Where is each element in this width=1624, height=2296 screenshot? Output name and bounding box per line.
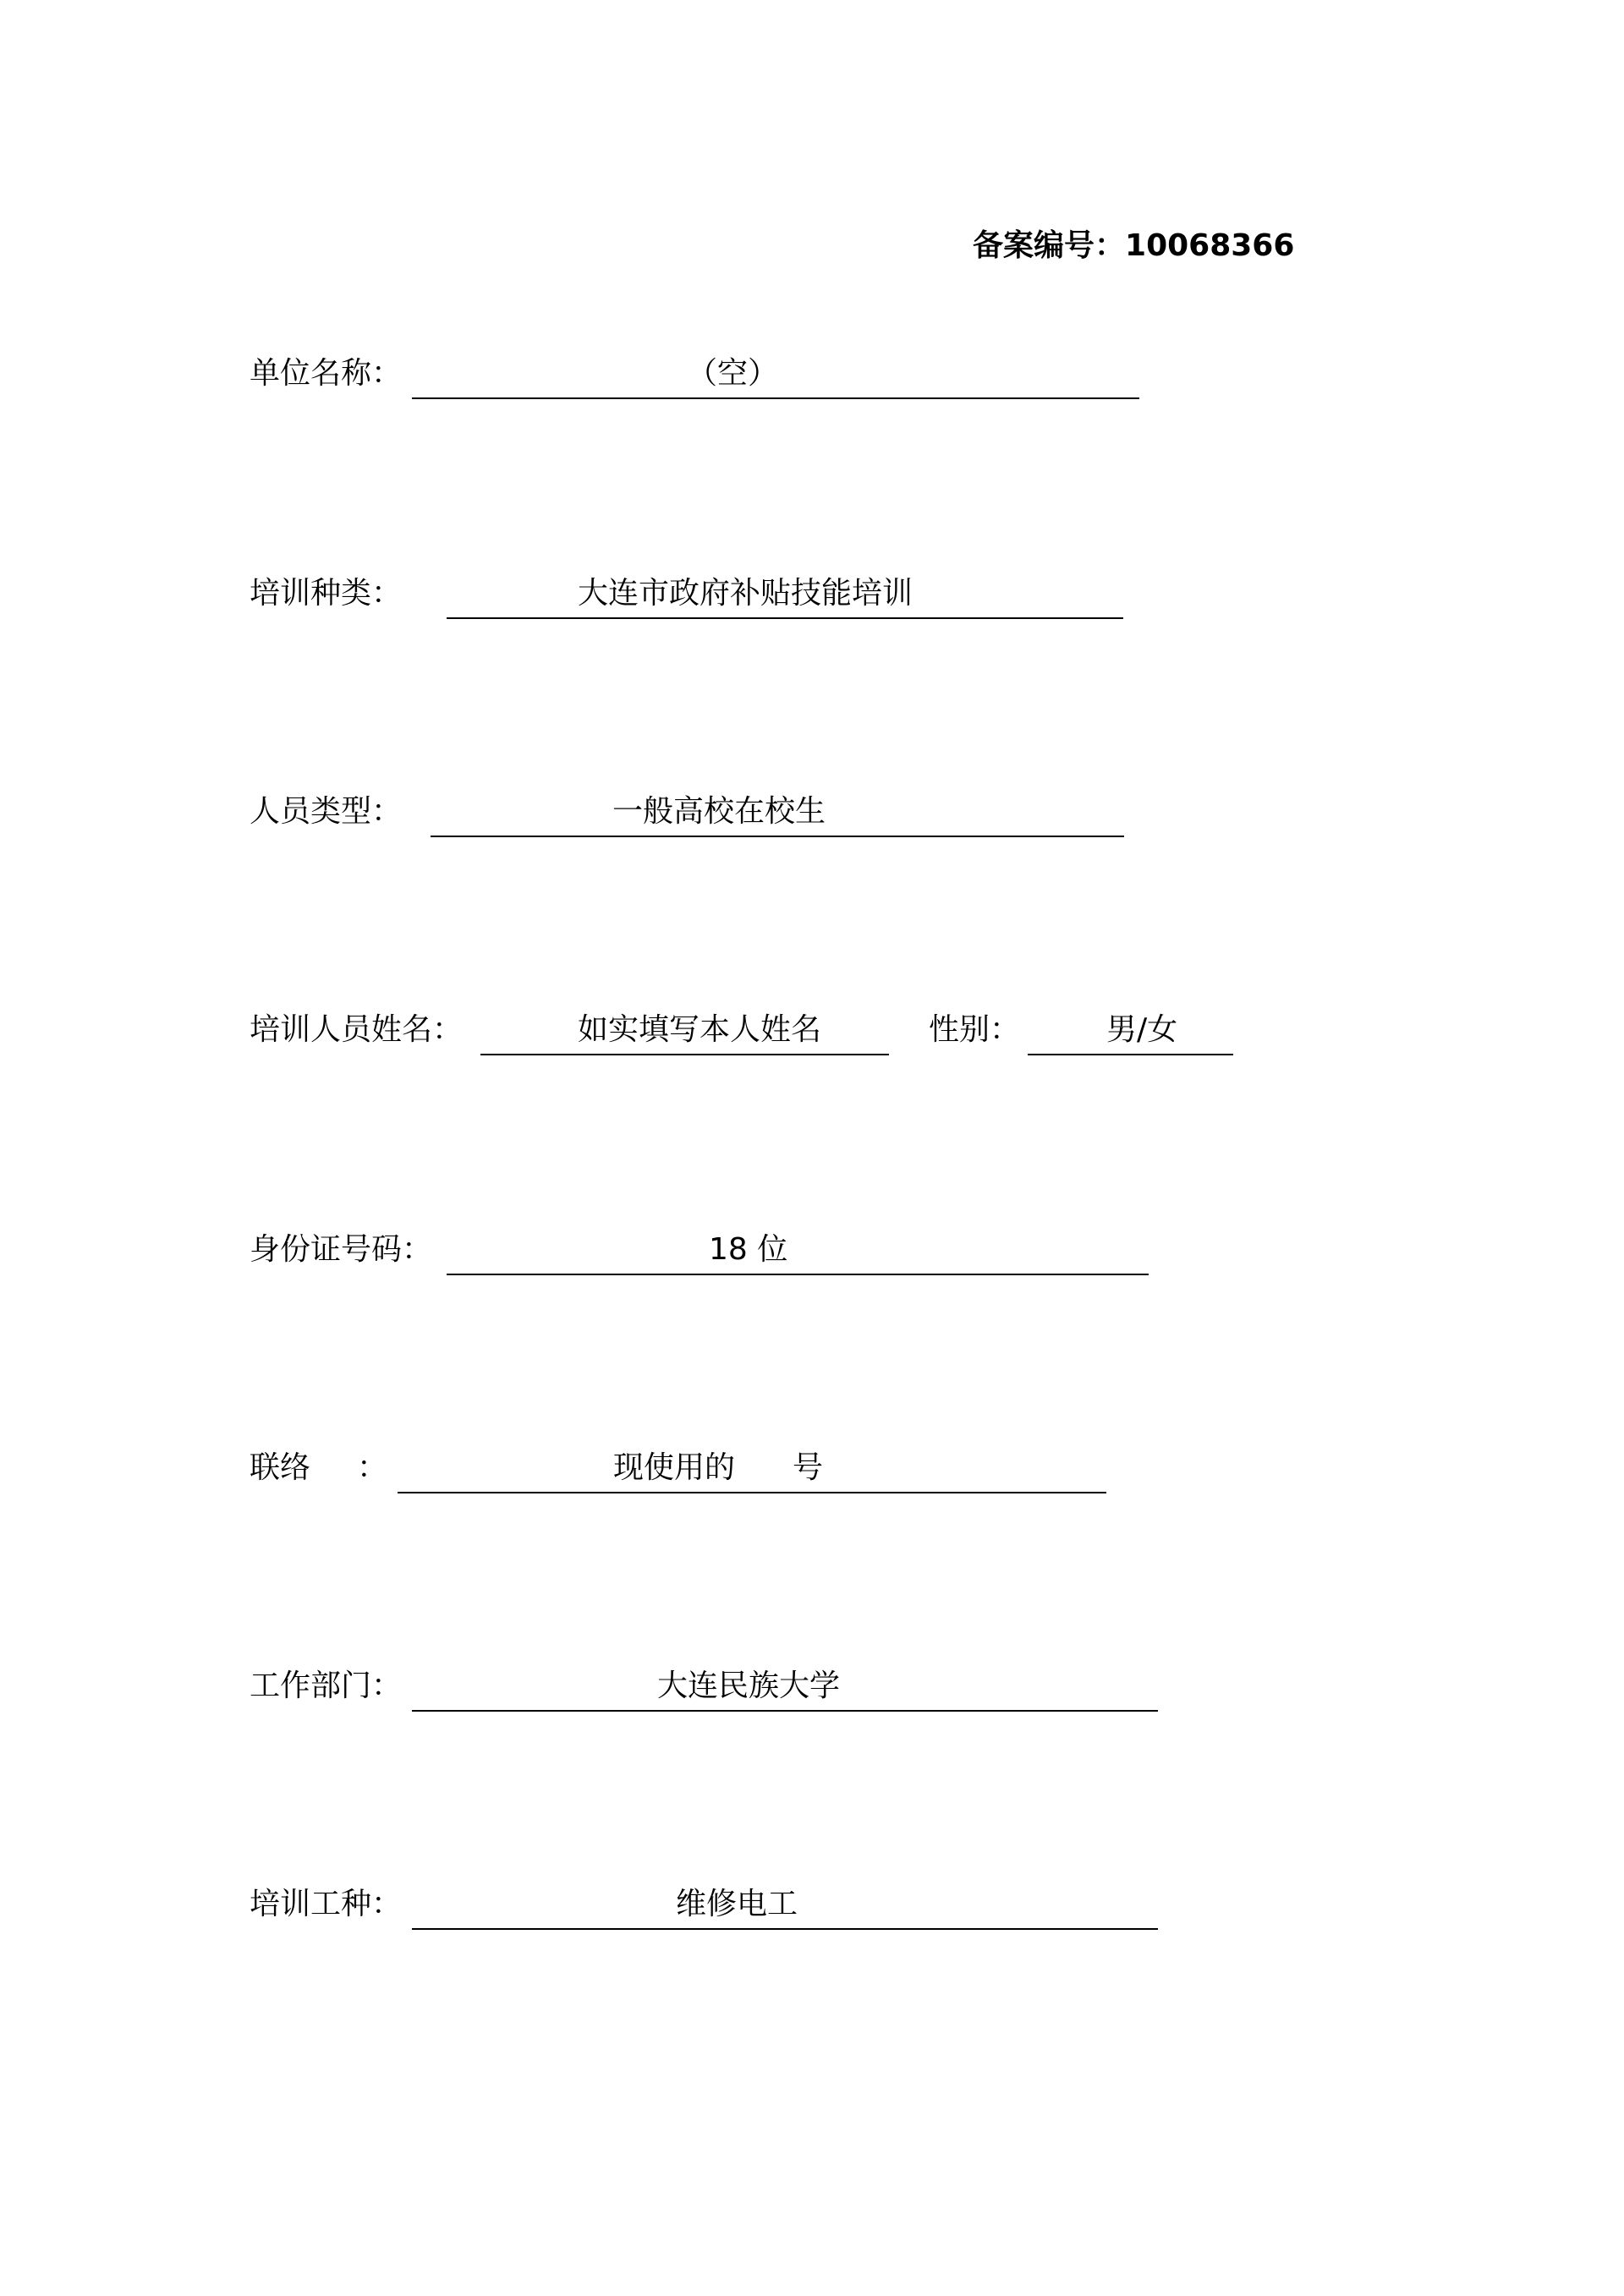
contact-value-suffix: 号 bbox=[793, 1450, 824, 1485]
gender-value: 男/女 bbox=[1106, 1012, 1178, 1047]
training-trade-value: 维修电工 bbox=[676, 1887, 798, 1921]
work-dept-row bbox=[250, 1661, 1163, 1712]
unit-name-label: 单位名称： bbox=[250, 356, 403, 391]
work-dept-field[interactable] bbox=[412, 1661, 1158, 1712]
id-number-value: 18 位 bbox=[709, 1232, 788, 1267]
record-number bbox=[973, 222, 1294, 265]
contact-field[interactable] bbox=[398, 1443, 1106, 1493]
training-type-field[interactable] bbox=[447, 568, 1123, 619]
work-dept-value: 大连民族大学 bbox=[657, 1669, 841, 1703]
id-number-row bbox=[250, 1225, 1163, 1275]
unit-name-field[interactable] bbox=[412, 348, 1139, 399]
work-dept-label: 工作部门： bbox=[250, 1669, 403, 1703]
personnel-type-value: 一般高校在校生 bbox=[612, 794, 826, 829]
record-number-label: 备案编号： bbox=[973, 228, 1126, 263]
contact-value: 现使用的 bbox=[613, 1450, 736, 1485]
record-number-value: 10068366 bbox=[1125, 228, 1295, 263]
personnel-type-label: 人员类型： bbox=[250, 794, 403, 829]
unit-name-value: （空） bbox=[687, 356, 779, 391]
unit-name-row bbox=[250, 348, 1146, 399]
id-number-label: 身份证号码： bbox=[250, 1232, 433, 1267]
trainee-name-value: 如实填写本人姓名 bbox=[578, 1012, 822, 1047]
contact-label: 联络 bbox=[250, 1450, 311, 1485]
trainee-name-label: 培训人员姓名： bbox=[250, 1012, 464, 1047]
gender-label: 性别： bbox=[929, 1012, 1021, 1047]
training-trade-label: 培训工种： bbox=[250, 1887, 403, 1921]
personnel-type-field[interactable] bbox=[431, 786, 1124, 837]
gender-field[interactable] bbox=[1028, 1005, 1233, 1055]
contact-row bbox=[250, 1443, 1129, 1493]
training-type-label: 培训种类： bbox=[250, 576, 403, 611]
training-trade-field[interactable] bbox=[412, 1879, 1158, 1930]
id-number-field[interactable] bbox=[447, 1225, 1149, 1275]
trainee-name-row bbox=[250, 1005, 1248, 1055]
personnel-type-row bbox=[250, 786, 1146, 837]
training-trade-row bbox=[250, 1879, 1163, 1930]
contact-colon: ： bbox=[357, 1450, 388, 1485]
training-type-value: 大连市政府补贴技能培训 bbox=[578, 576, 914, 611]
training-type-row bbox=[250, 568, 1146, 619]
trainee-name-field[interactable] bbox=[480, 1005, 889, 1055]
